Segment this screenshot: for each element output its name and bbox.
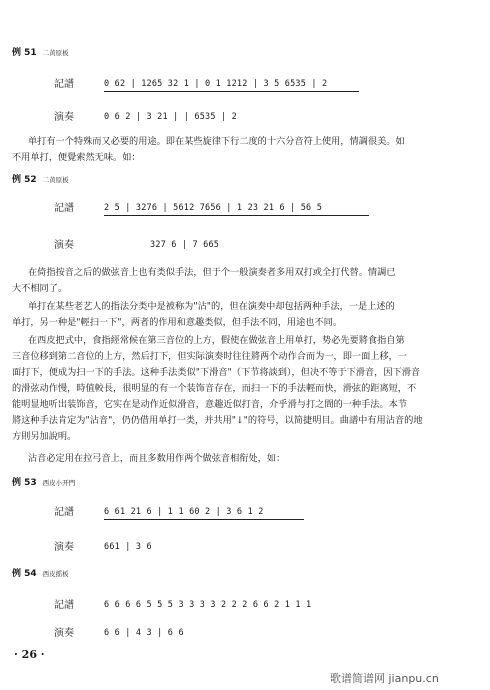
notation-notes: 6 61 21 6 | 1 1 60 2 | 3 6 1 2 [104,507,264,517]
example-title: 二黄原板 [42,176,69,184]
text-line: 不用单打，便覺索然无味。如： [12,152,141,163]
example-title: 西皮摇板 [42,570,69,578]
performance-row-label: 演奏 [54,628,74,639]
example-number: 例 52 [12,175,37,185]
notation-row-label: 記譜 [54,79,74,90]
text-line: 单打，另一种是"輕扫一下"，两者的作用和意趣类似，但手法不同，用途也不同。 [12,317,343,328]
example-number: 例 53 [12,478,37,488]
example-number: 例 54 [12,569,37,579]
notation-notes: 2 5 | 3276 | 5612 7656 | 1 23 21 6 | 56 5 [104,203,323,213]
performance-notes: 0 6 2 | 3 21 | | 6535 | 2 [104,112,237,122]
example-number: 例 51 [12,48,37,58]
example-52-label [12,172,69,185]
page-number: · 26 · [14,648,45,661]
text-line: 沾音必定用在拉弓音上，而且多数用作两个做弦音相衔处，如： [28,453,286,464]
example-53-label [12,475,75,488]
underline-beam [104,215,369,216]
performance-row-label: 演奏 [54,240,74,251]
text-line: 方則另加說明。 [12,431,77,442]
example-title: 西皮小开門 [42,479,76,487]
performance-row-label: 演奏 [54,542,74,553]
text-line: 大不相同了。 [12,283,68,294]
performance-notes: 661 | 3 6 [104,542,152,552]
text-line: 能明显地听出装饰音，它实在是动作近似滑音，意趣近似打音，介乎滑与打之間的一种手法。本节 [12,399,408,410]
text-line: 將这种手法肯定为"沾音"，仍仍借用单打一类，并共用"↓"的符号，以简捷明目。曲譜中有用沾音的地 [12,415,423,426]
example-51-label [12,45,69,58]
notation-row-label: 記譜 [54,203,74,214]
notation-notes: 6 6 6 6 5 5 5 3 3 3 3 2 2 2 6 6 2 1 1 1 [104,600,312,610]
notation-notes: 0 62 | 1265 32 1 | 0 1 1212 | 3 5 6535 | 2 [104,79,328,89]
notation-row-label: 記譜 [54,507,74,518]
example-54-label [12,566,69,579]
text-line: 单打在某些老艺人的指法分类中是被称为"沾"的，但在演奏中却包括两种手法，一是上述的 [28,301,395,312]
text-line: 三音位移到第二音位的上方，然后打下，但实际演奏时往往將两个动作合而为一，即一面上移，一 [12,351,408,362]
text-line: 的滑弦动作慢，時值較長，很明显的有一个装饰音存在，而扫一下的手法輕而快，滑弦的距离短，不 [12,383,417,394]
notation-row-label: 記譜 [54,600,74,611]
text-line: 面打下，便成为扫一下的手法。这种手法类似"下滑音"（下节将談到），但决不等于下滑音，因下滑音 [12,367,421,378]
performance-notes: 327 6 | 7 665 [150,240,220,250]
text-line: 单打有一个特殊而又必要的用途。即在某些旋律下行二度的十六分音符上使用，情調很美。如 [28,136,405,147]
example-title: 二黄原板 [42,49,69,57]
underline-beam [104,519,304,520]
performance-notes: 6 6 | 4 3 | 6 6 [104,628,184,638]
text-line: 在倚指按音之后的做弦音上也有类似手法，但于个一般演奏者多用双打或全打代替。情調已 [28,267,396,278]
text-line: 在西皮把式中，食指經常候在第三音位的上方，假使在做弦音上用单打，势必先要將食指自第 [28,335,405,346]
underline-beam [104,91,359,92]
performance-row-label: 演奏 [54,112,74,123]
watermark-text: 歌谱简谱网 jianpu.cn [330,672,439,685]
